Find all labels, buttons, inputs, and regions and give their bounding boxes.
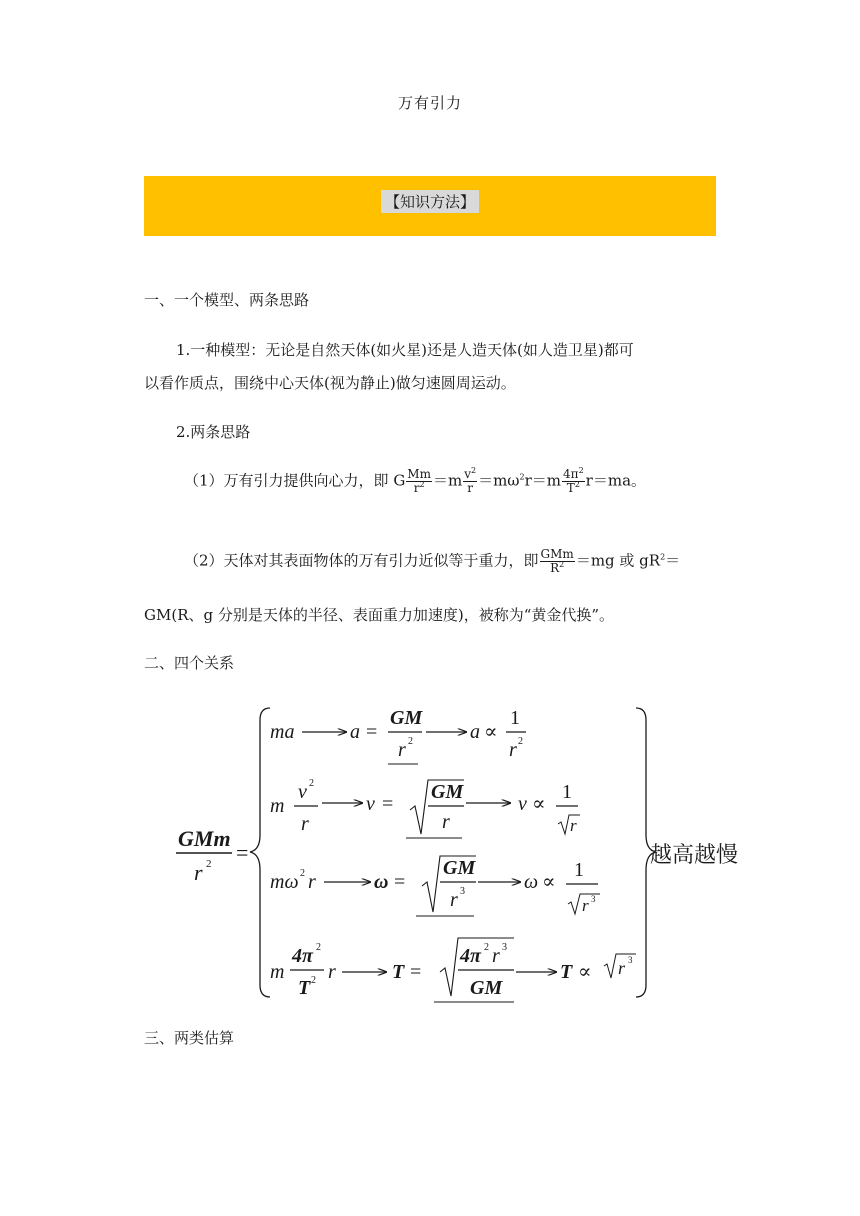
equation-line-1: （1）万有引力提供向心力，即 G $\frac{Mm}{r^2}$ ＝m $\frac{v^2}{r}$ $=m\omega^2r=m$ $\frac{4\pi^2}{T^2}$ r＝ma。 xyxy=(184,466,647,495)
frac-den-text: r xyxy=(413,481,420,495)
svg-text:3: 3 xyxy=(502,942,507,953)
result-label: 越高越慢 xyxy=(650,843,739,868)
banner-label: 【知识方法】 xyxy=(381,190,479,213)
eq1-prefix: （1）万有引力提供向心力，即 G xyxy=(184,471,406,490)
equation-line-2: （2）天体对其表面物体的万有引力近似等于重力，即 $\frac{\text{GMm}}{R^2}$ ＝mg 或 $gR^2=$ xyxy=(184,547,681,575)
svg-text:r: r xyxy=(450,889,458,911)
svg-text:2: 2 xyxy=(408,736,413,747)
frac-num: $v^2$ xyxy=(464,466,477,481)
svg-text:GM: GM xyxy=(390,707,423,729)
svg-text:ω: ω xyxy=(374,871,389,893)
model-paragraph-line2: 以看作质点，围绕中心天体(视为静止)做匀速圆周运动。 xyxy=(144,374,516,392)
relation-row-angular-velocity xyxy=(270,856,600,916)
svg-text:T: T xyxy=(298,977,311,999)
svg-text:r: r xyxy=(570,816,577,835)
svg-text:2: 2 xyxy=(309,778,314,789)
svg-text:1: 1 xyxy=(510,707,520,729)
eq1-part-d: r＝ma。 xyxy=(585,471,647,490)
svg-text:2: 2 xyxy=(518,736,523,747)
svg-text:∝: ∝ xyxy=(484,721,498,743)
svg-text:1: 1 xyxy=(574,859,584,881)
svg-text:r: r xyxy=(328,961,336,983)
frac-den: r xyxy=(463,481,477,495)
svg-text:=: = xyxy=(394,871,406,893)
frac-den: $r^2$ xyxy=(406,481,432,495)
svg-text:r: r xyxy=(509,739,517,761)
svg-text:3: 3 xyxy=(628,955,633,965)
svg-text:v: v xyxy=(518,793,527,815)
svg-text:3: 3 xyxy=(460,886,465,897)
model-paragraph-line1: 1.一种模型：无论是自然天体(如火星)还是人造天体(如人造卫星)都可 xyxy=(176,341,634,359)
relation-row-velocity xyxy=(270,778,580,838)
frac-num: GMm xyxy=(540,547,574,561)
frac-num: $4\pi^2$ xyxy=(563,466,584,481)
svg-text:r: r xyxy=(582,896,589,915)
frac-den-text: R xyxy=(550,561,560,575)
svg-text:2: 2 xyxy=(311,975,316,986)
svg-text:a: a xyxy=(350,721,360,743)
section1-heading: 一、一个模型、两条思路 xyxy=(144,291,310,309)
svg-text:=: = xyxy=(382,793,394,815)
two-ideas-heading: 2.两条思路 xyxy=(176,423,251,441)
frac-num-text: 4π xyxy=(563,467,579,481)
svg-text:2: 2 xyxy=(484,942,489,953)
eq1-part-c: r＝m xyxy=(524,471,562,490)
four-relations-diagram xyxy=(160,700,760,1005)
eq2-suffix2: ＝ xyxy=(665,551,681,570)
svg-text:r: r xyxy=(618,958,626,978)
fraction-mm-r2 xyxy=(406,468,432,495)
eq2-prefix: （2）天体对其表面物体的万有引力近似等于重力，即 xyxy=(184,551,539,570)
svg-text:4π: 4π xyxy=(292,945,313,967)
svg-text:m: m xyxy=(270,795,285,817)
frac-num: Mm xyxy=(407,467,431,481)
svg-text:3: 3 xyxy=(591,894,596,904)
svg-text:a: a xyxy=(470,721,480,743)
frac-num-text: v xyxy=(464,467,471,481)
lhs-numerator: GMm xyxy=(178,826,231,851)
golden-substitution-line: GM(R、g 分别是天体的半径、表面重力加速度)，被称为“黄金代换”。 xyxy=(144,606,615,624)
svg-text:GM: GM xyxy=(431,781,464,803)
svg-text:r: r xyxy=(301,813,309,835)
eq1-part-b: ＝mω xyxy=(478,471,520,490)
svg-text:2: 2 xyxy=(300,868,305,879)
svg-text:T: T xyxy=(560,961,573,983)
svg-text:GM: GM xyxy=(470,977,503,999)
frac-den-text: T xyxy=(566,481,575,495)
svg-text:v: v xyxy=(298,781,307,803)
svg-text:∝: ∝ xyxy=(532,793,546,815)
svg-text:∝: ∝ xyxy=(542,871,556,893)
svg-text:r: r xyxy=(442,811,450,833)
fraction-gmm-r2 xyxy=(540,548,575,575)
lhs-equals: = xyxy=(236,840,249,865)
svg-text:2: 2 xyxy=(206,858,212,870)
svg-text:v: v xyxy=(366,793,375,815)
eq1-part-a: ＝m xyxy=(432,471,463,490)
fraction-4pi2-t2 xyxy=(562,468,585,495)
section-banner xyxy=(144,176,716,236)
frac-den: $R^2$ xyxy=(540,561,575,575)
svg-text:mω: mω xyxy=(270,871,299,893)
svg-text:T: T xyxy=(392,961,405,983)
section2-heading: 二、四个关系 xyxy=(144,654,235,672)
svg-text:∝: ∝ xyxy=(578,961,592,983)
eq2-suffix: ＝mg 或 gR xyxy=(575,551,661,570)
svg-text:2: 2 xyxy=(316,942,321,953)
fraction-v2-r xyxy=(463,468,477,495)
frac-den: $T^2$ xyxy=(562,481,585,495)
svg-text:1: 1 xyxy=(562,781,572,803)
svg-text:=: = xyxy=(366,721,378,743)
svg-text:r: r xyxy=(398,739,406,761)
page-title: 万有引力 xyxy=(397,94,462,112)
svg-text:ma: ma xyxy=(270,721,295,743)
lhs-denominator: r xyxy=(194,860,203,885)
svg-text:r: r xyxy=(308,871,316,893)
svg-text:r: r xyxy=(492,945,500,967)
svg-text:ω: ω xyxy=(524,871,539,893)
section3-heading: 三、两类估算 xyxy=(144,1029,235,1047)
svg-text:=: = xyxy=(410,961,422,983)
svg-text:4π: 4π xyxy=(460,945,481,967)
svg-text:GM: GM xyxy=(443,857,476,879)
relation-row-period xyxy=(270,938,636,1002)
relation-row-acceleration xyxy=(270,707,526,764)
left-brace xyxy=(250,708,270,997)
svg-text:m: m xyxy=(270,961,285,983)
